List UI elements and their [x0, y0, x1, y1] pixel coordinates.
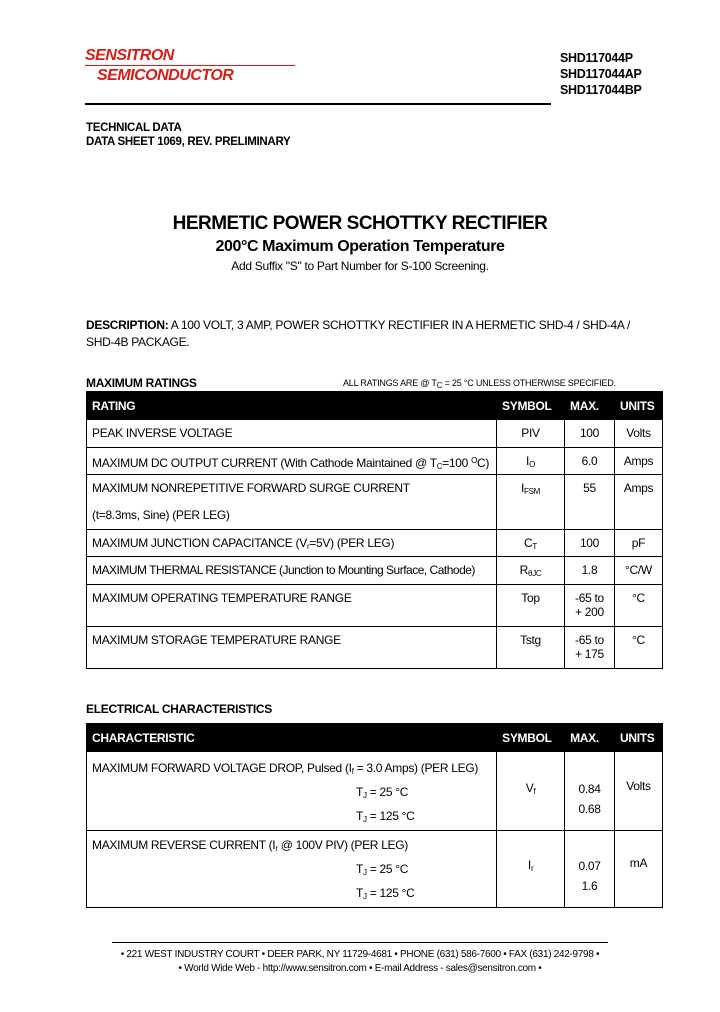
part-number: SHD117044P [560, 51, 633, 65]
footer-web: • World Wide Web - http://www.sensitron.com • E-mail Address - sales@sensitron.com • [178, 963, 542, 974]
max-cell: 0.84 0.68 [565, 752, 615, 831]
max-cell: 100 [565, 530, 615, 557]
symbol-cell: Tstg [497, 627, 565, 669]
rating-cell: MAXIMUM OPERATING TEMPERATURE RANGE [87, 585, 497, 627]
col-header-characteristic: CHARACTERISTIC [87, 724, 497, 752]
page-subtitle: 200°C Maximum Operation Temperature [215, 238, 505, 255]
ratings-note: ALL RATINGS ARE @ TC = 25 °C UNLESS OTHERWISE SPECIFIED. [343, 378, 616, 390]
footer [0, 948, 720, 976]
max-cell: 0.07 1.6 [565, 831, 615, 908]
symbol-cell: PIV [497, 420, 565, 448]
symbol-cell: $V_f$ [497, 752, 565, 831]
electrical-table [86, 723, 663, 908]
table-row [87, 557, 663, 585]
description [86, 317, 646, 351]
part-number: SHD117044AP [560, 67, 642, 81]
symbol-cell: $I_{FSM}$ [497, 475, 565, 530]
logo-line-2: SEMICONDUCTOR [97, 67, 234, 84]
col-header-max: MAX. [565, 392, 615, 420]
description-text: A 100 VOLT, 3 AMP, POWER SCHOTTKY RECTIFIER IN A HERMETIC SHD-4 / SHD-4A / SHD-4B PACKAGE. [86, 318, 631, 349]
symbol-cell: $C_T$ [497, 530, 565, 557]
description-label: DESCRIPTION: [86, 318, 169, 332]
table-header-row [87, 724, 663, 752]
max-cell: 55 [565, 475, 615, 530]
max-cell: 1.8 [565, 557, 615, 585]
table-row [87, 752, 663, 831]
symbol-cell: $I_r$ [497, 831, 565, 908]
col-header-rating: RATING [87, 392, 497, 420]
table-header-row [87, 392, 663, 420]
rating-cell: MAXIMUM NONREPETITIVE FORWARD SURGE CURRENT (t=8.3ms, Sine) (PER LEG) [87, 475, 497, 530]
units-cell: °C [614, 585, 662, 627]
rating-cell: MAXIMUM THERMAL RESISTANCE (Junction to Mounting Surface, Cathode) [87, 557, 497, 585]
technical-data [86, 121, 290, 149]
col-header-symbol: SYMBOL [497, 724, 565, 752]
rating-cell: MAXIMUM JUNCTION CAPACITANCE $(V_r=5V)$ (PER LEG) [87, 530, 497, 557]
characteristic-cell: MAXIMUM REVERSE CURRENT ($I_r$ @ 100V PIV) (PER LEG) $T_J = 25$ °C $T_J = 125$ °C [87, 831, 497, 908]
page-title: HERMETIC POWER SCHOTTKY RECTIFIER [172, 213, 548, 234]
col-header-symbol: SYMBOL [497, 392, 565, 420]
table-row [87, 475, 663, 530]
col-header-max: MAX. [565, 724, 615, 752]
units-cell: °C [614, 627, 662, 669]
col-header-units: UNITS [615, 724, 663, 752]
symbol-cell: $I_O$ [497, 448, 565, 475]
logo-line-1: SENSITRON [85, 46, 295, 66]
part-number: SHD117044BP [560, 83, 642, 97]
units-cell: Amps [614, 475, 662, 530]
max-ratings-heading: MAXIMUM RATINGS [86, 376, 197, 390]
data-sheet-line: DATA SHEET 1069, REV. PRELIMINARY [86, 136, 291, 148]
rating-cell: PEAK INVERSE VOLTAGE [87, 420, 497, 448]
rating-cell: MAXIMUM STORAGE TEMPERATURE RANGE [87, 627, 497, 669]
footer-address: • 221 WEST INDUSTRY COURT • DEER PARK, NY 11729-4681 • PHONE (631) 586-7600 • FAX (631) 242-9798 • [120, 949, 600, 960]
rating-cell: MAXIMUM DC OUTPUT CURRENT (With Cathode Maintained @ $T_C=100$ $^O$C) [87, 448, 497, 475]
max-ratings-table [86, 391, 663, 669]
footer-rule [112, 942, 608, 943]
units-cell: Volts [615, 752, 663, 831]
max-cell: -65 to + 175 [565, 627, 615, 669]
units-cell: °C/W [614, 557, 662, 585]
table-row [87, 585, 663, 627]
technical-data-line: TECHNICAL DATA [86, 122, 182, 134]
characteristic-cell: MAXIMUM FORWARD VOLTAGE DROP, Pulsed ($I_f = 3.0$ Amps) (PER LEG) $T_J = 25$ °C $T_J = 125$ °C [87, 752, 497, 831]
units-cell: mA [615, 831, 663, 908]
max-cell: -65 to + 200 [565, 585, 615, 627]
company-logo [85, 46, 295, 85]
symbol-cell: Top [497, 585, 565, 627]
units-cell: Amps [614, 448, 662, 475]
symbol-cell: $R_{\theta JC}$ [497, 557, 565, 585]
table-row [87, 448, 663, 475]
max-cell: 6.0 [565, 448, 615, 475]
units-cell: pF [614, 530, 662, 557]
table-row [87, 530, 663, 557]
header-rule [85, 103, 551, 105]
electrical-heading: ELECTRICAL CHARACTERISTICS [86, 702, 272, 716]
table-row [87, 627, 663, 669]
part-numbers [560, 50, 641, 98]
units-cell: Volts [614, 420, 662, 448]
col-header-units: UNITS [614, 392, 662, 420]
screening-note: Add Suffix "S" to Part Number for S-100 Screening. [231, 259, 489, 273]
table-row [87, 420, 663, 448]
table-row [87, 831, 663, 908]
max-cell: 100 [565, 420, 615, 448]
